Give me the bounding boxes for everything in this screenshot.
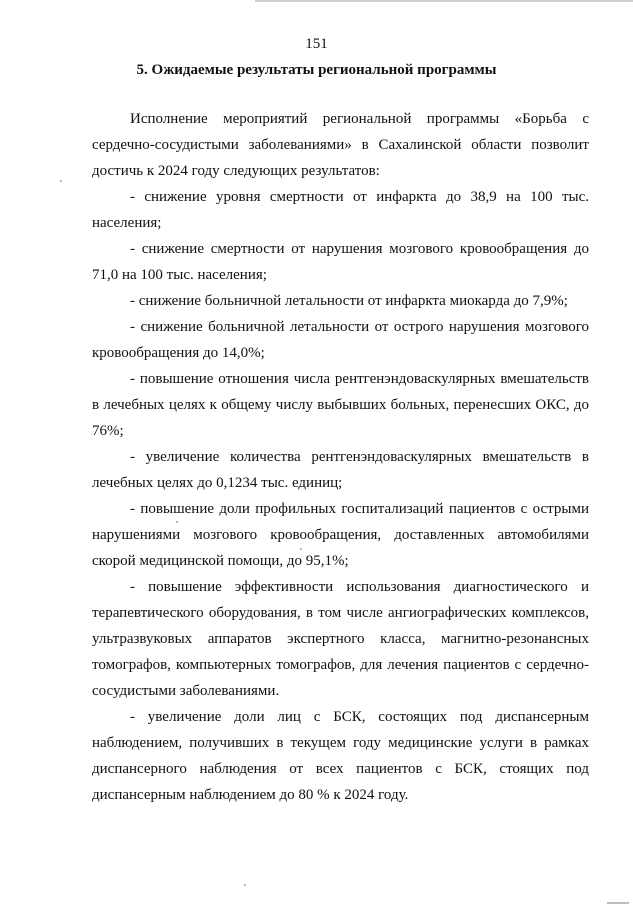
section-title: 5. Ожидаемые результаты региональной программы [136, 62, 497, 78]
list-item-mortality-stroke: - снижение смертности от нарушения мозгового кровообращения до 71,0 на 100 тыс. населения; [92, 241, 589, 283]
list-item-endovascular-count: - увеличение количества рентгенэндоваскулярных вмешательств в лечебных целях до 0,1234 тыс. единиц; [92, 449, 589, 491]
scan-speck [176, 521, 178, 523]
list-item-equipment-efficiency: - повышение эффективности использования диагностического и терапевтического оборудования, в том числе ангиографических комплексов, ультразвуковых аппаратов экспертного класса, магнитно-резонансных томографов, компьютерных томографов, для лечения пациентов с сердечно-сосудистыми заболеваниями. [92, 579, 589, 699]
list-item-hospital-lethality-stroke: - снижение больничной летальности от острого нарушения мозгового кровообращения до 14,0%; [92, 319, 589, 361]
list-item-endovascular-ratio: - повышение отношения числа рентгенэндоваскулярных вмешательств в лечебных целях к общему числу выбывших больных, перенесших ОКС, до 76%; [92, 371, 589, 439]
paragraph-intro: Исполнение мероприятий региональной программы «Борьба с сердечно-сосудистыми заболеваниями» в Сахалинской области позволит достичь к 2024 году следующих результатов: [92, 111, 589, 179]
list-item-mortality-infarction: - снижение уровня смертности от инфаркта до 38,9 на 100 тыс. населения; [92, 189, 589, 231]
list-item-profile-hospitalizations: - повышение доли профильных госпитализаций пациентов с острыми нарушениями мозгового кровообращения, доставленных автомобилями скорой медицинской помощи, до 95,1%; [92, 501, 589, 569]
scan-top-edge [255, 0, 633, 2]
scan-speck [300, 548, 302, 550]
body-text [92, 106, 589, 808]
scan-speck [60, 180, 62, 182]
page-number: 151 [305, 36, 328, 52]
list-item-hospital-lethality-infarction: - снижение больничной летальности от инфаркта миокарда до 7,9%; [130, 293, 568, 309]
scan-speck [244, 884, 246, 886]
list-item-dispensary-observation: - увеличение доли лиц с БСК, состоящих под диспансерным наблюдением, получивших в текущем году медицинские услуги в рамках диспансерного наблюдения от всех пациентов с БСК, стоящих под диспансерным наблюдением до 80 % к 2024 году. [92, 709, 589, 803]
